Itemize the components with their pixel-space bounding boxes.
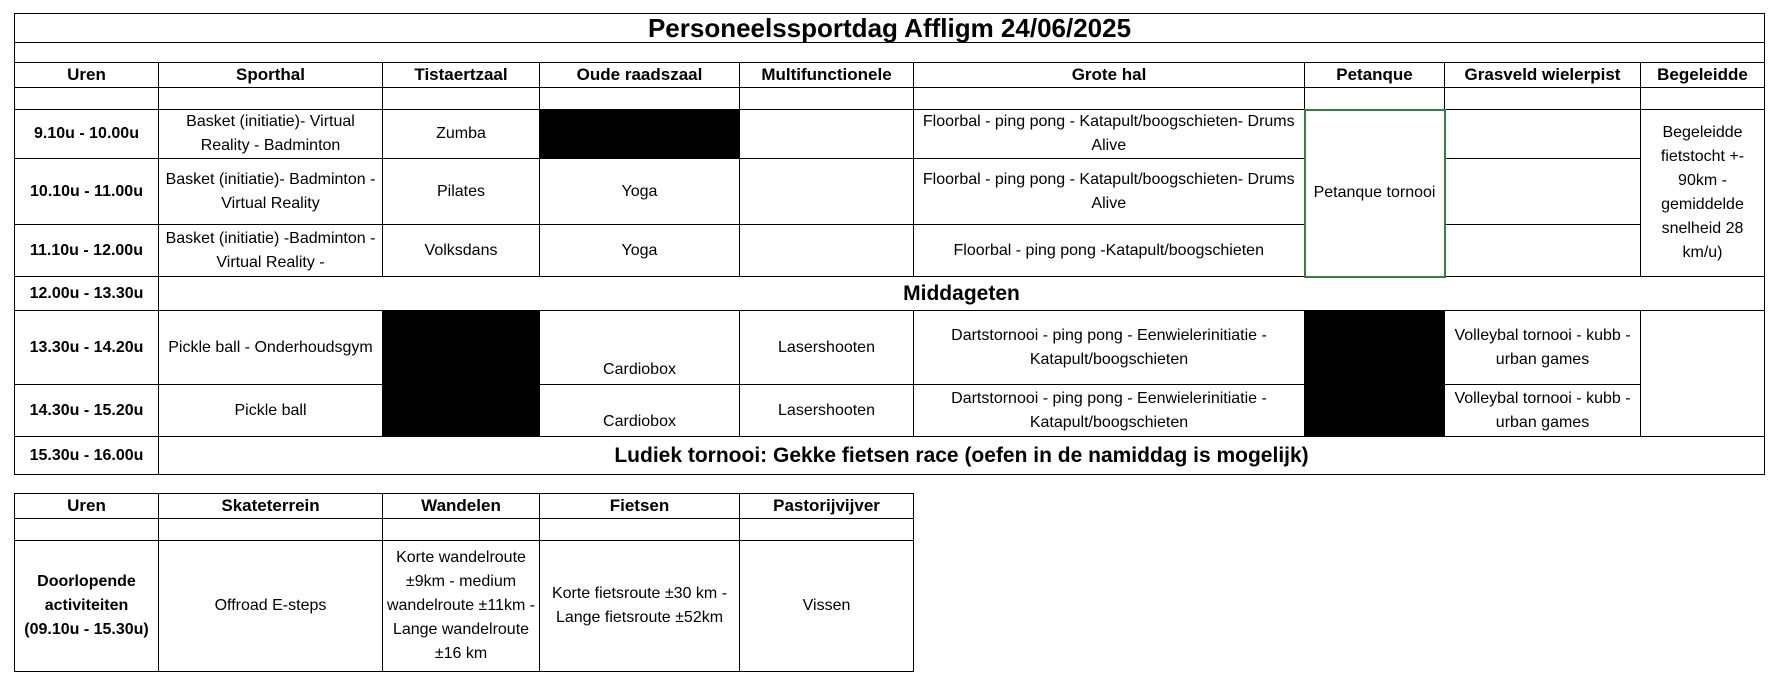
time-cell: 13.30u - 14.20u <box>15 311 159 385</box>
empty-row <box>15 88 1765 110</box>
header-oude-raadszaal: Oude raadszaal <box>540 63 740 88</box>
header-wandelen: Wandelen <box>383 494 540 519</box>
final-row <box>15 437 1765 475</box>
cell-oude-raadszaal: Cardiobox <box>540 385 740 437</box>
empty-row <box>15 43 1765 63</box>
cell-sporthal: Pickle ball - Onderhoudsgym <box>159 311 383 385</box>
cell-multifunctionele <box>740 159 914 225</box>
cell-skateterrein: Offroad E-steps <box>159 541 383 672</box>
time-cell: 14.30u - 15.20u <box>15 385 159 437</box>
header-uren: Uren <box>15 494 159 519</box>
cell-pastorijvijver: Vissen <box>740 541 914 672</box>
cell-multifunctionele: Lasershooten <box>740 311 914 385</box>
cell-grasveld <box>1445 159 1641 225</box>
cell-tistaertzaal: Pilates <box>383 159 540 225</box>
cell-sporthal: Basket (initiatie)- Badminton - Virtual Reality <box>159 159 383 225</box>
lunch-label: Middageten <box>159 277 1765 311</box>
table-row <box>15 110 1765 159</box>
cell-oude-raadszaal: Cardiobox <box>540 311 740 385</box>
header-fietsen: Fietsen <box>540 494 740 519</box>
lunch-row <box>15 277 1765 311</box>
cell-tistaertzaal: Zumba <box>383 110 540 159</box>
cell-wandelen: Korte wandelroute ±9km - medium wandelroute ±11km - Lange wandelroute ±16 km <box>383 541 540 672</box>
time-cell: 15.30u - 16.00u <box>15 437 159 475</box>
header-multifunctionele: Multifunctionele <box>740 63 914 88</box>
table-row <box>15 311 1765 385</box>
blocked-cell <box>1305 311 1445 437</box>
header-tistaertzaal: Tistaertzaal <box>383 63 540 88</box>
cell-sporthal: Basket (initiatie) -Badminton - Virtual Reality - <box>159 225 383 277</box>
cell-fietsen: Korte fietsroute ±30 km - Lange fietsroute ±52km <box>540 541 740 672</box>
header-sporthal: Sporthal <box>159 63 383 88</box>
header-row <box>15 494 914 519</box>
final-label: Ludiek tornooi: Gekke fietsen race (oefen in de namiddag is mogelijk) <box>159 437 1765 475</box>
time-cell: Doorlopende activiteiten (09.10u - 15.30u) <box>15 541 159 672</box>
time-cell: 9.10u - 10.00u <box>15 110 159 159</box>
header-skateterrein: Skateterrein <box>159 494 383 519</box>
schedule-table <box>14 13 1765 475</box>
cell-grote-hal: Floorbal - ping pong - Katapult/boogschieten- Drums Alive <box>914 159 1305 225</box>
empty-row <box>15 519 914 541</box>
cell-oude-raadszaal: Yoga <box>540 159 740 225</box>
header-grasveld-wielerpist: Grasveld wielerpist <box>1445 63 1641 88</box>
table-row <box>15 541 914 672</box>
header-petanque: Petanque <box>1305 63 1445 88</box>
cell-tistaertzaal: Volksdans <box>383 225 540 277</box>
table-row <box>15 159 1765 225</box>
cell-multifunctionele <box>740 110 914 159</box>
header-grote-hal: Grote hal <box>914 63 1305 88</box>
cell-grasveld <box>1445 225 1641 277</box>
header-uren: Uren <box>15 63 159 88</box>
cell-begeleidde <box>1641 311 1765 437</box>
cell-sporthal: Pickle ball <box>159 385 383 437</box>
cell-grote-hal: Floorbal - ping pong - Katapult/boogschieten- Drums Alive <box>914 110 1305 159</box>
blocked-cell <box>540 110 740 159</box>
header-begeleidde: Begeleidde <box>1641 63 1765 88</box>
cell-grasveld: Volleybal tornooi - kubb - urban games <box>1445 385 1641 437</box>
header-row <box>15 63 1765 88</box>
time-cell: 10.10u - 11.00u <box>15 159 159 225</box>
cell-grasveld <box>1445 110 1641 159</box>
cell-oude-raadszaal: Yoga <box>540 225 740 277</box>
time-cell: 12.00u - 13.30u <box>15 277 159 311</box>
cell-grote-hal: Dartstornooi - ping pong - Eenwielerinitiatie - Katapult/boogschieten <box>914 311 1305 385</box>
blocked-cell <box>383 311 540 437</box>
cell-grote-hal: Dartstornooi - ping pong - Eenwielerinitiatie - Katapult/boogschieten <box>914 385 1305 437</box>
cell-multifunctionele: Lasershooten <box>740 385 914 437</box>
table-row <box>15 385 1765 437</box>
header-pastorijvijver: Pastorijvijver <box>740 494 914 519</box>
cell-multifunctionele <box>740 225 914 277</box>
time-cell: 11.10u - 12.00u <box>15 225 159 277</box>
cell-petanque-tornooi: Petanque tornooi <box>1305 110 1445 277</box>
cell-grote-hal: Floorbal - ping pong -Katapult/boogschieten <box>914 225 1305 277</box>
table-row <box>15 225 1765 277</box>
continuous-activities-table <box>14 493 914 672</box>
cell-begeleidde-fietstocht: Begeleidde fietstocht +- 90km - gemiddelde snelheid 28 km/u) <box>1641 110 1765 277</box>
page-title: Personeelssportdag Affligm 24/06/2025 <box>15 14 1765 43</box>
cell-grasveld: Volleybal tornooi - kubb - urban games <box>1445 311 1641 385</box>
cell-sporthal: Basket (initiatie)- Virtual Reality - Badminton <box>159 110 383 159</box>
